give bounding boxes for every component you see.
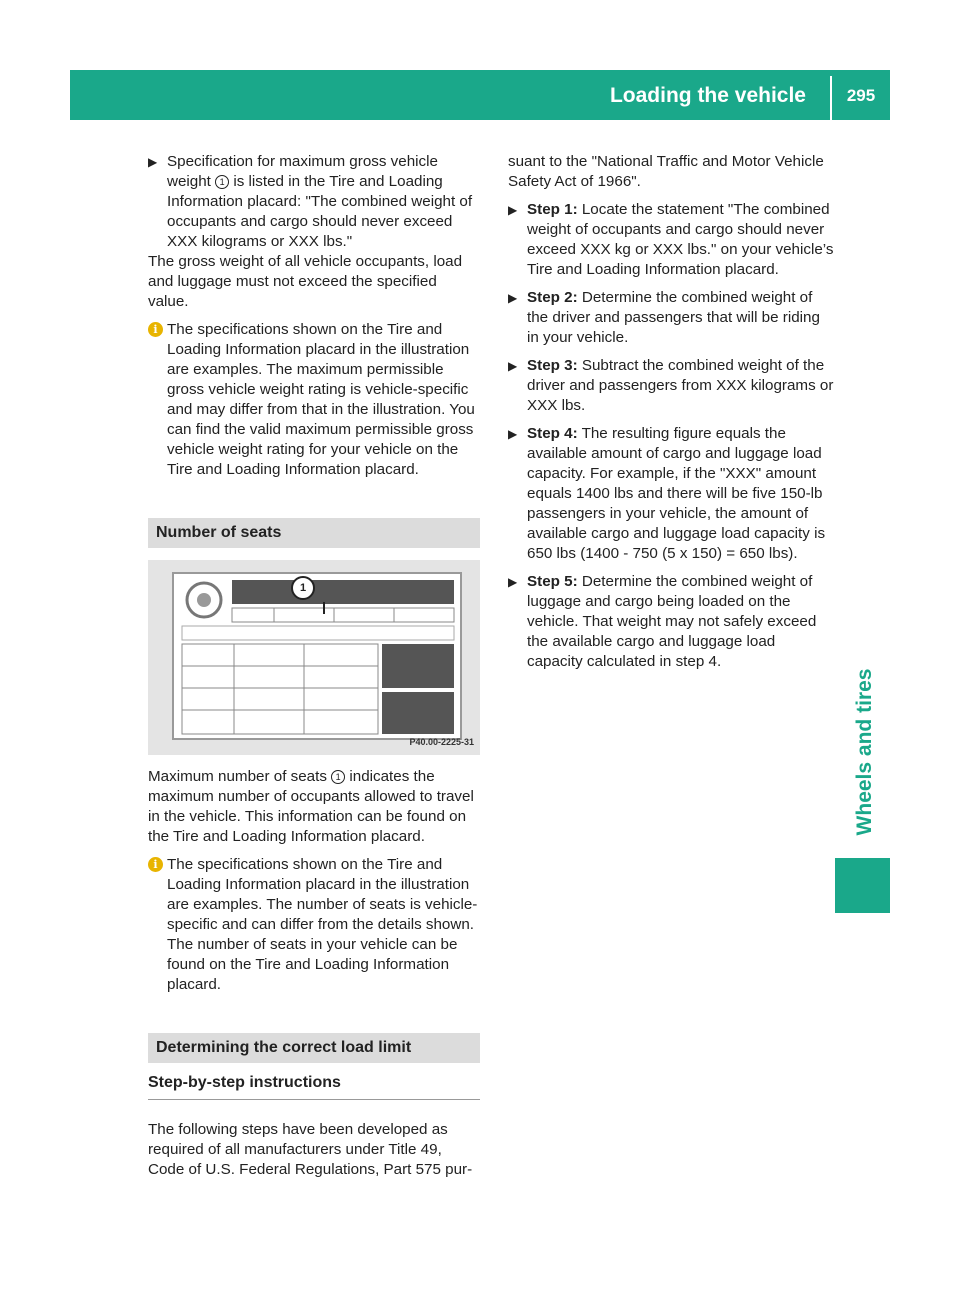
info-icon: i (148, 857, 163, 872)
paragraph-continuation: suant to the "National Traffic and Motor Vehicle Safety Act of 1966". (508, 153, 824, 190)
callout-ref-icon: 1 (331, 770, 345, 784)
side-tab (835, 650, 895, 880)
step-4: ▶ Step 4: The resulting figure equals the available amount of cargo and luggage load capacity. For example, if the "XXX" amount equals 1400 lbs and there will be five 150-lb passengers in your vehicle, the amount of available cargo and luggage load capacity is 650 lbs (1400 - 750 (5 x 150) = 650 lbs). (508, 425, 826, 562)
arrow-icon: ▶ (148, 155, 158, 169)
info-note-2: i The specifications shown on the Tire and Loading Information placard in the illustration are examples. The number of seats is vehicle-specific and can differ from the details shown. The number of seats in your vehicle can be found on the Tire and Loading Information placard. (148, 855, 480, 995)
placard-illustration (148, 560, 480, 755)
page-number: 295 (846, 86, 876, 105)
section-heading-seats: Number of seats (148, 518, 480, 548)
side-tab-marker (835, 858, 890, 913)
side-tab-label: Wheels and tires (853, 668, 876, 836)
step-3: ▶ Step 3: Subtract the combined weight of the driver and passengers from XXX kilograms or XXX lbs. (508, 357, 834, 414)
paragraph-steps-intro: The following steps have been developed as required of all manufacturers under Title 49, Code of U.S. Federal Regulations, Part 575 pur- (148, 1121, 473, 1178)
arrow-icon: ▶ (508, 359, 518, 373)
bullet-max-gross-weight: ▶ Specification for maximum gross vehicle weight 1 is listed in the Tire and Loading Information placard: "The combined weight of occupants and cargo should never exceed XXX kilograms or XXX lbs." (148, 153, 473, 250)
callout-ref-icon: 1 (215, 175, 229, 189)
section-heading-load-limit: Determining the correct load limit (148, 1033, 480, 1063)
paragraph-max-seats: Maximum number of seats 1 indicates the maximum number of occupants allowed to travel in the vehicle. This information can be found on the Tire and Loading Information placard. (148, 768, 474, 845)
arrow-icon: ▶ (508, 575, 518, 589)
arrow-icon: ▶ (508, 291, 518, 305)
subheading-steps: Step-by-step instructions (148, 1073, 480, 1100)
tire-loading-placard (172, 572, 462, 740)
info-note-1: i The specifications shown on the Tire and Loading Information placard in the illustration are examples. The maximum permissible gross vehicle weight rating is vehicle-specific and may differ from that in the illustration. You can find the valid maximum permissible gross vehicle weight rating for your vehicle on the Tire and Loading Information placard. (148, 320, 480, 480)
left-column (148, 152, 480, 1180)
callout-1-icon: 1 (291, 576, 315, 600)
header-title: Loading the vehicle (609, 84, 806, 107)
figure-code: P40.00-2225-31 (409, 737, 474, 747)
info-icon: i (148, 322, 163, 337)
step-5: ▶ Step 5: Determine the combined weight of luggage and cargo being loaded on the vehicle. That weight may not safely exceed the available cargo and luggage load capacity calculated in step 4. (508, 573, 817, 670)
arrow-icon: ▶ (508, 203, 518, 217)
step-2: ▶ Step 2: Determine the combined weight of the driver and passengers that will be riding in your vehicle. (508, 289, 820, 346)
right-column (508, 152, 835, 672)
step-1: ▶ Step 1: Locate the statement "The combined weight of occupants and cargo should never exceed XXX kg or XXX lbs." on your vehicle’s Tire and Loading Information placard. (508, 201, 834, 278)
paragraph-gross-weight: The gross weight of all vehicle occupants, load and luggage must not exceed the specified value. (148, 253, 463, 310)
placard-graphic (174, 574, 460, 738)
page-header (70, 70, 890, 120)
arrow-icon: ▶ (508, 427, 518, 441)
